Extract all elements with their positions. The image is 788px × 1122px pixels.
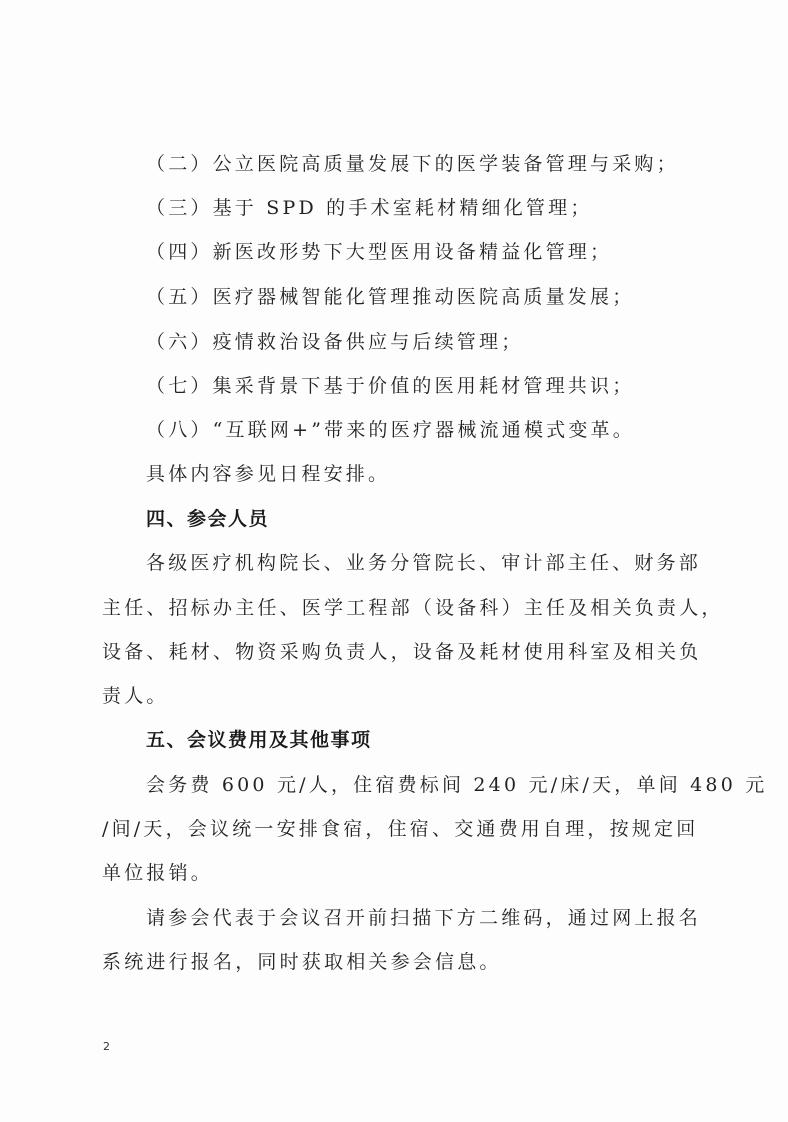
registration-line-2: 系统进行报名，同时获取相关参会信息。 <box>102 951 502 973</box>
section-heading-attendees: 四、参会人员 <box>146 508 270 530</box>
attendees-line-2: 主任、招标办主任、医学工程部（设备科）主任及相关负责人， <box>102 597 724 619</box>
topic-item-2: （二）公立医院高质量发展下的医学装备管理与采购； <box>146 153 679 175</box>
topic-item-8: （八）“互联网+”带来的医疗器械流通模式变革。 <box>146 419 635 441</box>
attendees-line-4: 责人。 <box>102 685 169 707</box>
topic-item-6: （六）疫情救治设备供应与后续管理； <box>146 331 524 353</box>
topic-item-4: （四）新医改形势下大型医用设备精益化管理； <box>146 241 613 263</box>
topic-item-7: （七）集采背景下基于价值的医用耗材管理共识； <box>146 375 635 397</box>
section-heading-fees: 五、会议费用及其他事项 <box>146 729 372 751</box>
topic-item-5: （五）医疗器械智能化管理推动医院高质量发展； <box>146 286 635 308</box>
fee-line-3: 单位报销。 <box>102 862 214 884</box>
schedule-note: 具体内容参见日程安排。 <box>146 463 391 485</box>
attendees-line-3: 设备、耗材、物资采购负责人，设备及耗材使用科室及相关负 <box>102 641 702 663</box>
attendees-line-1: 各级医疗机构院长、业务分管院长、审计部主任、财务部 <box>146 552 702 574</box>
fee-line-2: /间/天，会议统一安排食宿，住宿、交通费用自理，按规定回 <box>102 818 699 840</box>
topic-item-3: （三）基于 SPD 的手术室耗材精细化管理； <box>146 197 593 219</box>
page-number: 2 <box>103 1040 110 1053</box>
fee-line-1: 会务费 600 元/人，住宿费标间 240 元/床/天，单间 480 元 <box>146 774 768 796</box>
registration-line-1: 请参会代表于会议召开前扫描下方二维码，通过网上报名 <box>146 907 702 929</box>
